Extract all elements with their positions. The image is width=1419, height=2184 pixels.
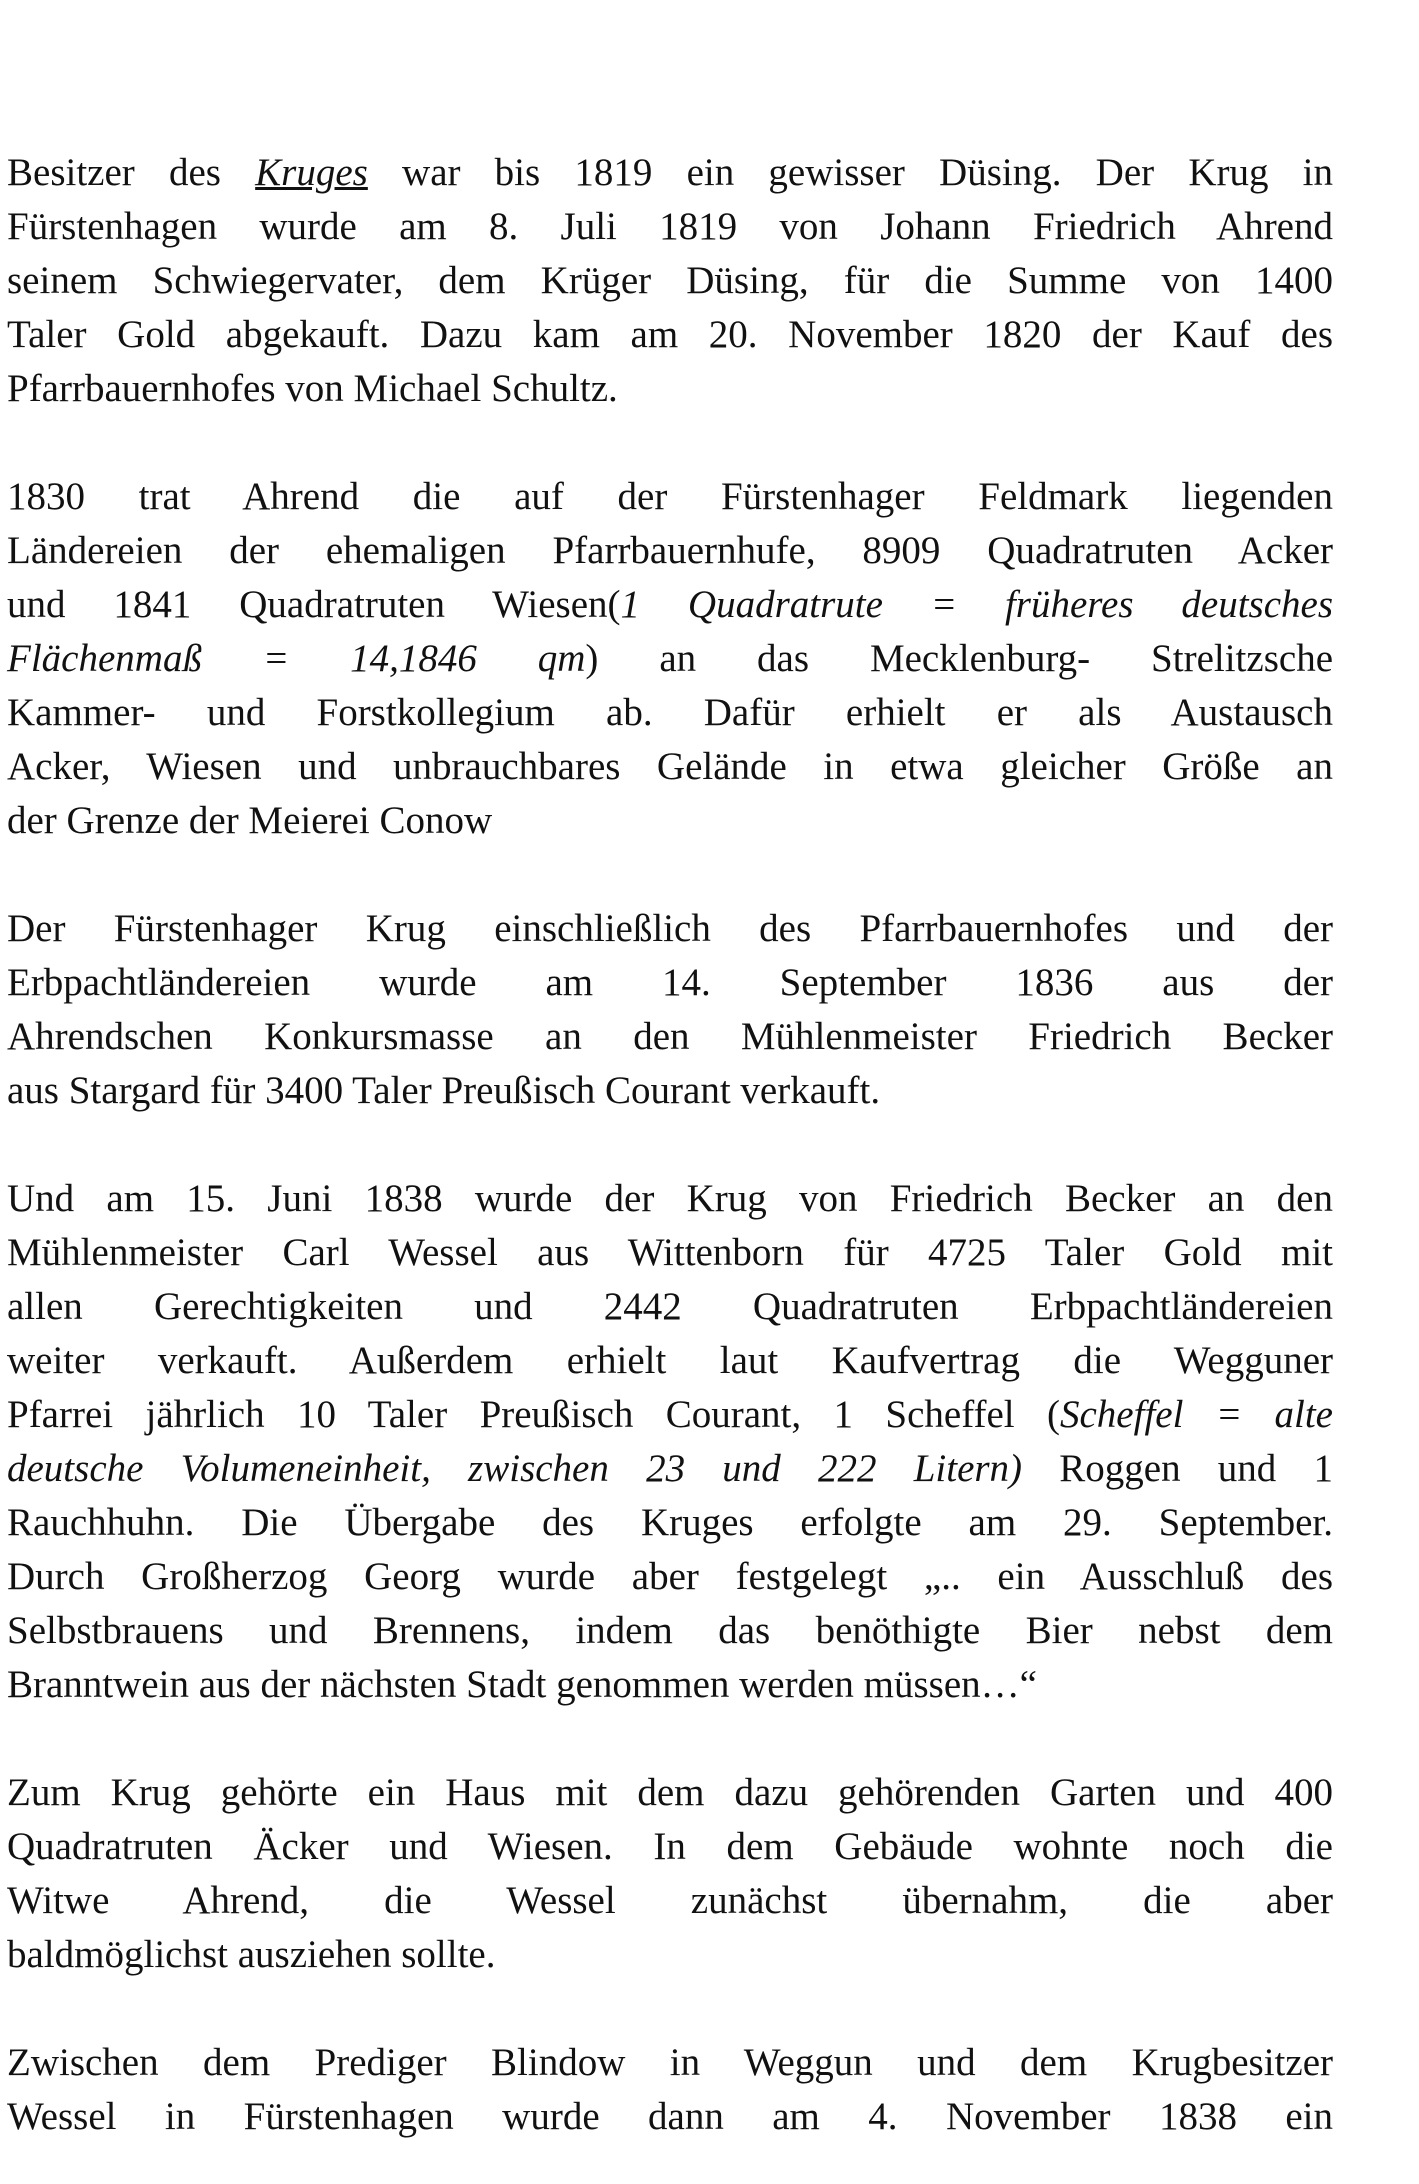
text-line [7, 794, 1333, 848]
text-run: Ländereien der ehemaligen Pfarrbauernhufe, 8909 Quadratruten Acker [7, 529, 1333, 572]
paragraph [7, 470, 1333, 848]
text-run: Selbstbrauens und Brennens, indem das benöthigte Bier nebst dem [7, 1609, 1333, 1652]
document-body [7, 146, 1333, 2144]
text-line [7, 1442, 1333, 1496]
text-line [7, 1874, 1333, 1928]
italic-note: Scheffel = alte [1060, 1393, 1333, 1436]
text-line [7, 1820, 1333, 1874]
text-line [7, 956, 1333, 1010]
text-line [7, 254, 1333, 308]
text-run: Witwe Ahrend, die Wessel zunächst übernahm, die aber [7, 1879, 1333, 1922]
text-run: 1830 trat Ahrend die auf der Fürstenhager Feldmark liegenden [7, 475, 1333, 518]
underlined-term: Kruges [255, 151, 368, 194]
text-run: aus Stargard für 3400 Taler Preußisch Courant verkauft. [7, 1069, 881, 1112]
text-run: Zum Krug gehörte ein Haus mit dem dazu gehörenden Garten und 400 [7, 1771, 1333, 1814]
text-run: Kammer- und Forstkollegium ab. Dafür erhielt er als Austausch [7, 691, 1333, 734]
paragraph [7, 1766, 1333, 1982]
text-run: Wessel in Fürstenhagen wurde dann am 4. November 1838 ein [7, 2095, 1333, 2138]
text-line [7, 308, 1333, 362]
text-run: allen Gerechtigkeiten und 2442 Quadratruten Erbpachtländereien [7, 1285, 1333, 1328]
paragraph [7, 146, 1333, 416]
italic-note: Flächenmaß = 14,1846 qm [7, 637, 586, 680]
text-run: Pfarrbauernhofes von Michael Schultz. [7, 367, 618, 410]
text-line [7, 1550, 1333, 1604]
text-run: Rauchhuhn. Die Übergabe des Kruges erfolgte am 29. September. [7, 1501, 1333, 1544]
paragraph [7, 1172, 1333, 1712]
text-run: Taler Gold abgekauft. Dazu kam am 20. November 1820 der Kauf des [7, 313, 1333, 356]
text-line [7, 632, 1333, 686]
text-run: baldmöglichst ausziehen sollte. [7, 1933, 496, 1976]
text-run: Der Fürstenhager Krug einschließlich des Pfarrbauernhofes und der [7, 907, 1333, 950]
text-run: der Grenze der Meierei Conow [7, 799, 493, 842]
text-line [7, 740, 1333, 794]
text-run: ) an das Mecklenburg- Strelitzsche [585, 637, 1333, 680]
text-run: war bis 1819 ein gewisser Düsing. Der Krug in [367, 151, 1334, 194]
text-run: Erbpachtländereien wurde am 14. September 1836 aus der [7, 961, 1333, 1004]
text-line [7, 146, 1333, 200]
text-line [7, 1388, 1333, 1442]
text-line [7, 1766, 1333, 1820]
text-line [7, 1064, 1333, 1118]
paragraph [7, 902, 1333, 1118]
text-run: Und am 15. Juni 1838 wurde der Krug von Friedrich Becker an den [7, 1177, 1333, 1220]
text-line [7, 200, 1333, 254]
text-run: Acker, Wiesen und unbrauchbares Gelände in etwa gleicher Größe an [7, 745, 1333, 788]
text-line [7, 1226, 1333, 1280]
text-run: Branntwein aus der nächsten Stadt genommen werden müssen…“ [7, 1663, 1037, 1706]
text-line [7, 1658, 1333, 1712]
text-line [7, 578, 1333, 632]
text-line [7, 1010, 1333, 1064]
italic-note: 1 Quadratrute = früheres deutsches [620, 583, 1333, 626]
text-run: Quadratruten Äcker und Wiesen. In dem Gebäude wohnte noch die [7, 1825, 1333, 1868]
text-line [7, 902, 1333, 956]
text-run: Zwischen dem Prediger Blindow in Weggun und dem Krugbesitzer [7, 2041, 1333, 2084]
text-line [7, 686, 1333, 740]
text-run: Roggen und 1 [1022, 1447, 1333, 1490]
text-run: weiter verkauft. Außerdem erhielt laut Kaufvertrag die Wegguner [7, 1339, 1333, 1382]
text-line [7, 2090, 1333, 2144]
text-line [7, 1172, 1333, 1226]
text-line [7, 1334, 1333, 1388]
text-line [7, 2036, 1333, 2090]
text-run: Ahrendschen Konkursmasse an den Mühlenmeister Friedrich Becker [7, 1015, 1333, 1058]
text-line [7, 1496, 1333, 1550]
text-line [7, 1604, 1333, 1658]
text-line [7, 470, 1333, 524]
text-line [7, 1280, 1333, 1334]
text-line [7, 362, 1333, 416]
text-run: und 1841 Quadratruten Wiesen( [7, 583, 621, 626]
text-line [7, 1928, 1333, 1982]
text-line [7, 524, 1333, 578]
text-run: seinem Schwiegervater, dem Krüger Düsing, für die Summe von 1400 [7, 259, 1333, 302]
italic-note: deutsche Volumeneinheit, zwischen 23 und 222 Litern) [7, 1447, 1023, 1490]
text-run: Fürstenhagen wurde am 8. Juli 1819 von Johann Friedrich Ahrend [7, 205, 1333, 248]
text-run: Durch Großherzog Georg wurde aber festgelegt „.. ein Ausschluß des [7, 1555, 1333, 1598]
text-run: Pfarrei jährlich 10 Taler Preußisch Courant, 1 Scheffel ( [7, 1393, 1060, 1436]
text-run: Mühlenmeister Carl Wessel aus Wittenborn für 4725 Taler Gold mit [7, 1231, 1333, 1274]
paragraph [7, 2036, 1333, 2144]
text-run: Besitzer des [7, 151, 256, 194]
